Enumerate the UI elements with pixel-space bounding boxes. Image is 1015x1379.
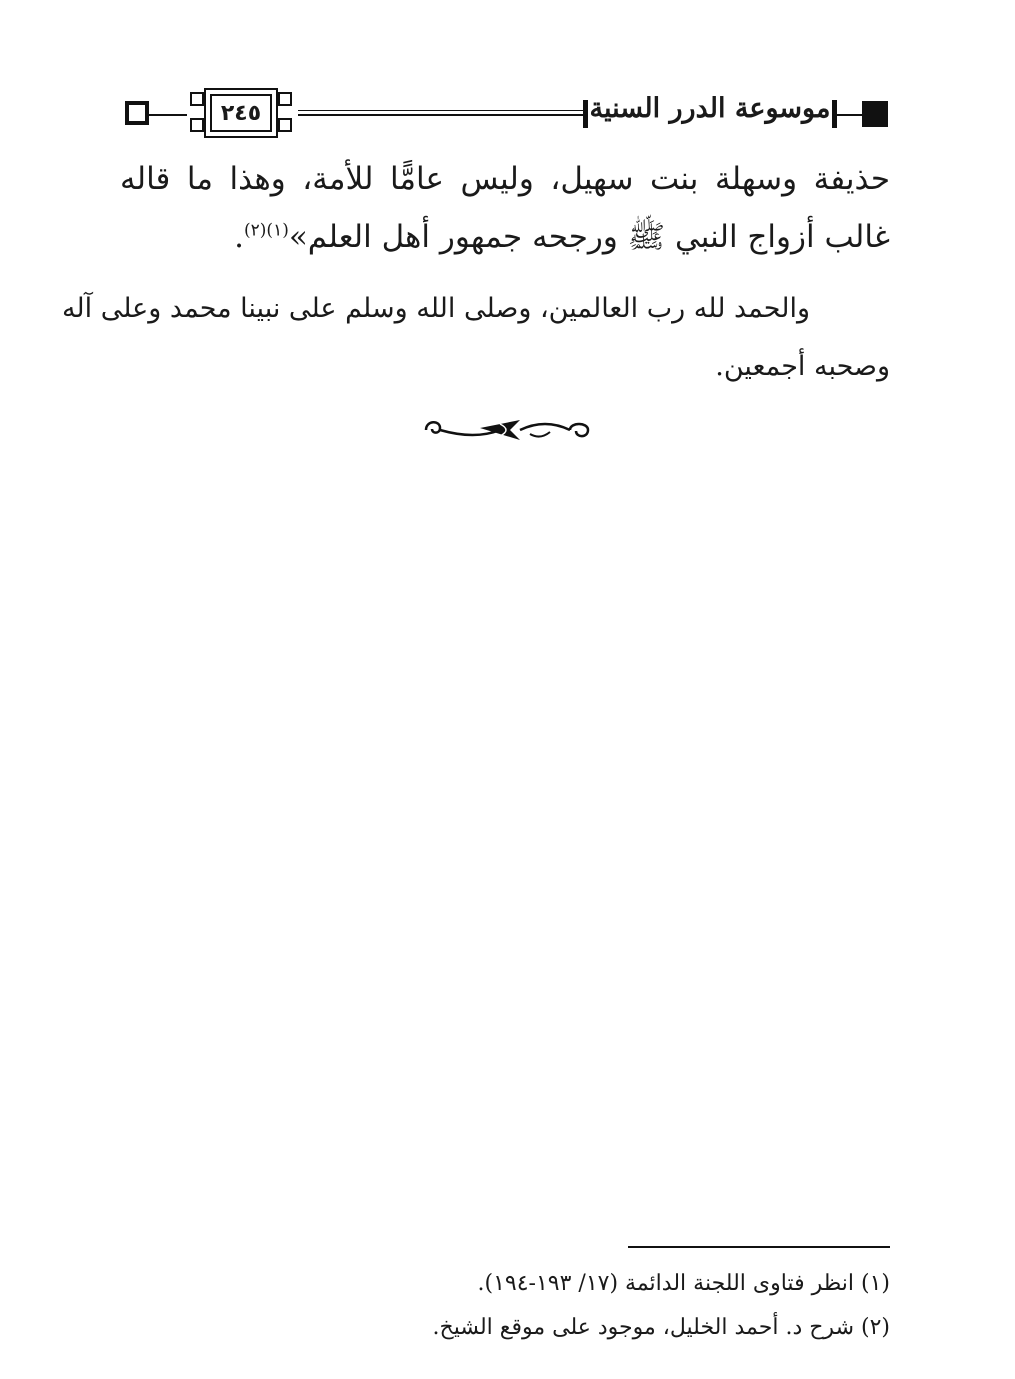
paragraph-line: حذيفة وسهلة بنت سهيل، وليس عامًّا للأمة، وهذا ما قاله xyxy=(120,161,890,197)
footnote-reference[interactable]: (١)(٢) xyxy=(244,220,289,241)
footnote-2: (٢) شرح د. أحمد الخليل، موجود على موقع الشيخ. xyxy=(432,1315,890,1340)
paragraph-line-text: غالب أزواج النبي ﷺ ورجحه جمهور أهل العلم» xyxy=(288,219,890,255)
frame-knot-icon xyxy=(190,118,204,132)
footnote-separator xyxy=(628,1246,890,1248)
section-end-ornament-icon xyxy=(420,410,595,450)
page-header xyxy=(0,0,1015,160)
header-rule-middle-thin xyxy=(298,110,584,111)
sentence-end: . xyxy=(234,219,245,255)
paragraph-line xyxy=(120,208,890,266)
frame-knot-icon xyxy=(278,118,292,132)
header-rule-right xyxy=(837,114,863,116)
footnote-1: (١) انظر فتاوى اللجنة الدائمة (١٧/ ١٩٣-١٩٤). xyxy=(477,1271,890,1296)
footnotes xyxy=(120,1262,890,1350)
header-tick-middle xyxy=(583,100,588,128)
frame-knot-icon xyxy=(190,92,204,106)
header-rule-left xyxy=(149,114,187,116)
header-square-left xyxy=(125,101,149,125)
page-number: ٢٤٥ xyxy=(210,94,272,132)
header-square-right xyxy=(862,101,888,127)
paragraph-closing xyxy=(61,280,890,396)
header-rule-middle xyxy=(298,114,584,116)
page-number-frame xyxy=(186,88,296,138)
paragraph-quote-end xyxy=(120,150,890,266)
paragraph-line: وصحبه أجمعين. xyxy=(715,351,890,382)
book-title: موسوعة الدرر السنية xyxy=(589,92,831,124)
paragraph-line: والحمد لله رب العالمين، وصلى الله وسلم على نبينا محمد وعلى آله xyxy=(61,293,810,324)
frame-knot-icon xyxy=(278,92,292,106)
